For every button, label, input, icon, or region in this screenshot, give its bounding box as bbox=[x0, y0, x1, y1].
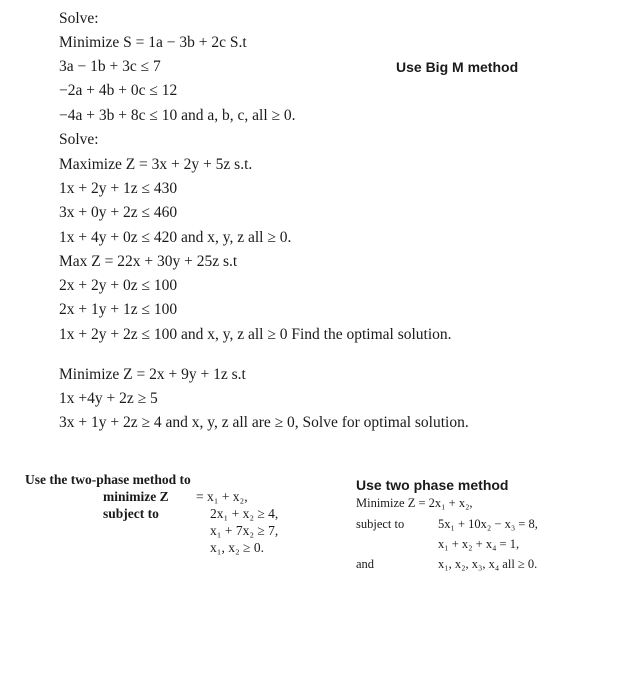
problem-2-constraint-3: 1x + 4y + 0z ≤ 420 and x, y, z all ≥ 0. bbox=[59, 229, 292, 246]
problem-4-constraint-2: 3x + 1y + 2z ≥ 4 and x, y, z all are ≥ 0, Solve for optimal solution. bbox=[59, 414, 469, 431]
problem-4-constraint-1: 1x +4y + 2z ≥ 5 bbox=[59, 390, 158, 407]
problem-6-heading: Use two phase method bbox=[356, 477, 509, 493]
problem-6-constraint-1: 5x₁ + 10x₂ − x₃ = 8, bbox=[438, 517, 538, 531]
problem-1-constraint-1: 3a − 1b + 3c ≤ 7 bbox=[59, 58, 161, 75]
problem-2-constraint-2: 3x + 0y + 2z ≤ 460 bbox=[59, 204, 178, 221]
problem-5-heading: Use the two-phase method to bbox=[25, 472, 191, 487]
problem-4-objective: Minimize Z = 2x + 9y + 1z s.t bbox=[59, 366, 246, 383]
problem-3-constraint-1: 2x + 2y + 0z ≤ 100 bbox=[59, 277, 178, 294]
problem-6-nonnegativity: x₁, x₂, x₃, x₄ all ≥ 0. bbox=[438, 557, 538, 571]
problem-2-objective: Maximize Z = 3x + 2y + 5z s.t. bbox=[59, 156, 253, 173]
problem-6-and-label: and bbox=[356, 557, 375, 571]
problem-6-subject-label: subject to bbox=[356, 517, 405, 531]
problem-5-subject-label: subject to bbox=[103, 506, 159, 521]
problem-5-constraint-3: x₁, x₂ ≥ 0. bbox=[210, 540, 264, 555]
problem-6-constraint-2: x₁ + x₂ + x₄ = 1, bbox=[438, 537, 520, 551]
big-m-method-note: Use Big M method bbox=[396, 59, 519, 75]
problem-1-heading: Solve: bbox=[59, 10, 99, 27]
problem-5-constraint-1: 2x₁ + x₂ ≥ 4, bbox=[210, 506, 279, 521]
problem-2-heading: Solve: bbox=[59, 131, 99, 148]
problem-6-objective: Minimize Z = 2x₁ + x₂, bbox=[356, 496, 473, 510]
problem-3-constraint-2: 2x + 1y + 1z ≤ 100 bbox=[59, 301, 178, 318]
problem-1-constraint-2: −2a + 4b + 0c ≤ 12 bbox=[59, 82, 178, 99]
problem-1-constraint-3: −4a + 3b + 8c ≤ 10 and a, b, c, all ≥ 0. bbox=[59, 107, 296, 124]
problem-2-constraint-1: 1x + 2y + 1z ≤ 430 bbox=[59, 180, 178, 197]
problem-1-objective: Minimize S = 1a − 3b + 2c S.t bbox=[59, 34, 247, 51]
problem-5-objective-label: minimize Z bbox=[103, 489, 169, 504]
problem-3-constraint-3: 1x + 2y + 2z ≤ 100 and x, y, z all ≥ 0 Find the optimal solution. bbox=[59, 326, 452, 343]
problem-5-objective-expr: = x₁ + x₂, bbox=[196, 489, 248, 504]
problem-3-objective: Max Z = 22x + 30y + 25z s.t bbox=[59, 253, 238, 270]
problem-5-constraint-2: x₁ + 7x₂ ≥ 7, bbox=[210, 523, 279, 538]
